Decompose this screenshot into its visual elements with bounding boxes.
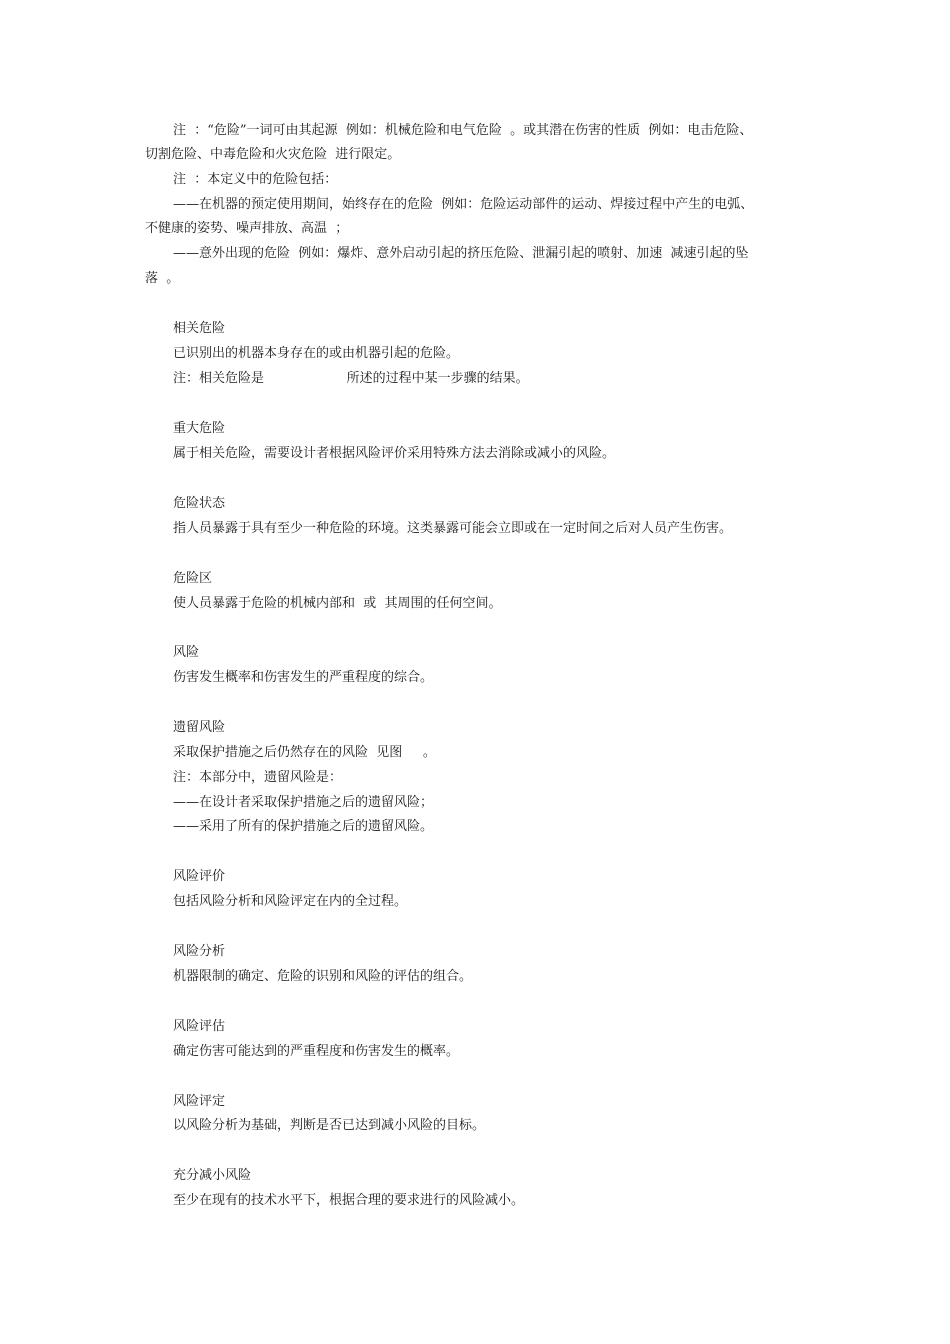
term-title: 风险分析 [173,944,226,959]
term-title: 风险评价 [173,869,226,884]
term-definition: 使人员暴露于危险的机械内部和 或 其周围的任何空间。 [173,596,502,611]
note-hazard-origin-line2: 切割危险、中毒危险和火灾危险 进行限定。 [145,147,401,162]
term-title: 风险 [173,645,200,660]
term-title: 充分减小风险 [173,1168,252,1183]
term-note-dash-item: ——在设计者采取保护措施之后的遗留风险； [173,795,434,810]
term-title: 风险评估 [173,1019,226,1034]
term-title: 危险状态 [173,496,226,511]
note-hazard-includes: 注 ：本定义中的危险包括： [173,172,338,187]
term-note: 注：相关危险是 所述的过程中某一步骤的结果。 [173,371,529,386]
dash-item-permanent-hazard-line1: ——在机器的预定使用期间，始终存在的危险 例如：危险运动部件的运动、焊接过程中产生的电弧、 [173,197,754,212]
term-definition: 伤害发生概率和伤害发生的严重程度的综合。 [173,670,434,685]
term-title: 重大危险 [173,421,226,436]
term-definition: 以风险分析为基础，判断是否已达到减小风险的目标。 [173,1118,486,1133]
dash-item-unexpected-hazard-line2: 落 。 [145,271,180,286]
term-definition: 属于相关危险，需要设计者根据风险评价采用特殊方法去消除或减小的风险。 [173,446,616,461]
term-definition: 包括风险分析和风险评定在内的全过程。 [173,894,408,909]
term-definition: 采取保护措施之后仍然存在的风险 见图 。 [173,745,436,760]
term-definition: 至少在现有的技术水平下，根据合理的要求进行的风险减小。 [173,1193,525,1208]
term-title: 遗留风险 [173,720,226,735]
term-title: 危险区 [173,571,213,586]
note-hazard-origin-line1: 注 ：“危险”一词可由其起源 例如：机械危险和电气危险 。或其潜在伤害的性质 例如：电击危险、 [173,123,753,138]
dash-item-unexpected-hazard-line1: ——意外出现的危险 例如：爆炸、意外启动引起的挤压危险、泄漏引起的喷射、加速 减速引起的坠 [173,246,749,261]
term-definition: 机器限制的确定、危险的识别和风险的评估的组合。 [173,969,473,984]
term-definition: 已识别出的机器本身存在的或由机器引起的危险。 [173,346,460,361]
term-definition: 确定伤害可能达到的严重程度和伤害发生的概率。 [173,1044,460,1059]
term-title: 相关危险 [173,321,226,336]
dash-item-permanent-hazard-line2: 不健康的姿势、噪声排放、高温 ； [145,221,349,236]
term-note-dash-item: ——采用了所有的保护措施之后的遗留风险。 [173,819,434,834]
term-definition: 指人员暴露于具有至少一种危险的环境。这类暴露可能会立即或在一定时间之后对人员产生伤害。 [173,521,733,536]
term-title: 风险评定 [173,1094,226,1109]
term-note: 注：本部分中，遗留风险是： [173,770,343,785]
